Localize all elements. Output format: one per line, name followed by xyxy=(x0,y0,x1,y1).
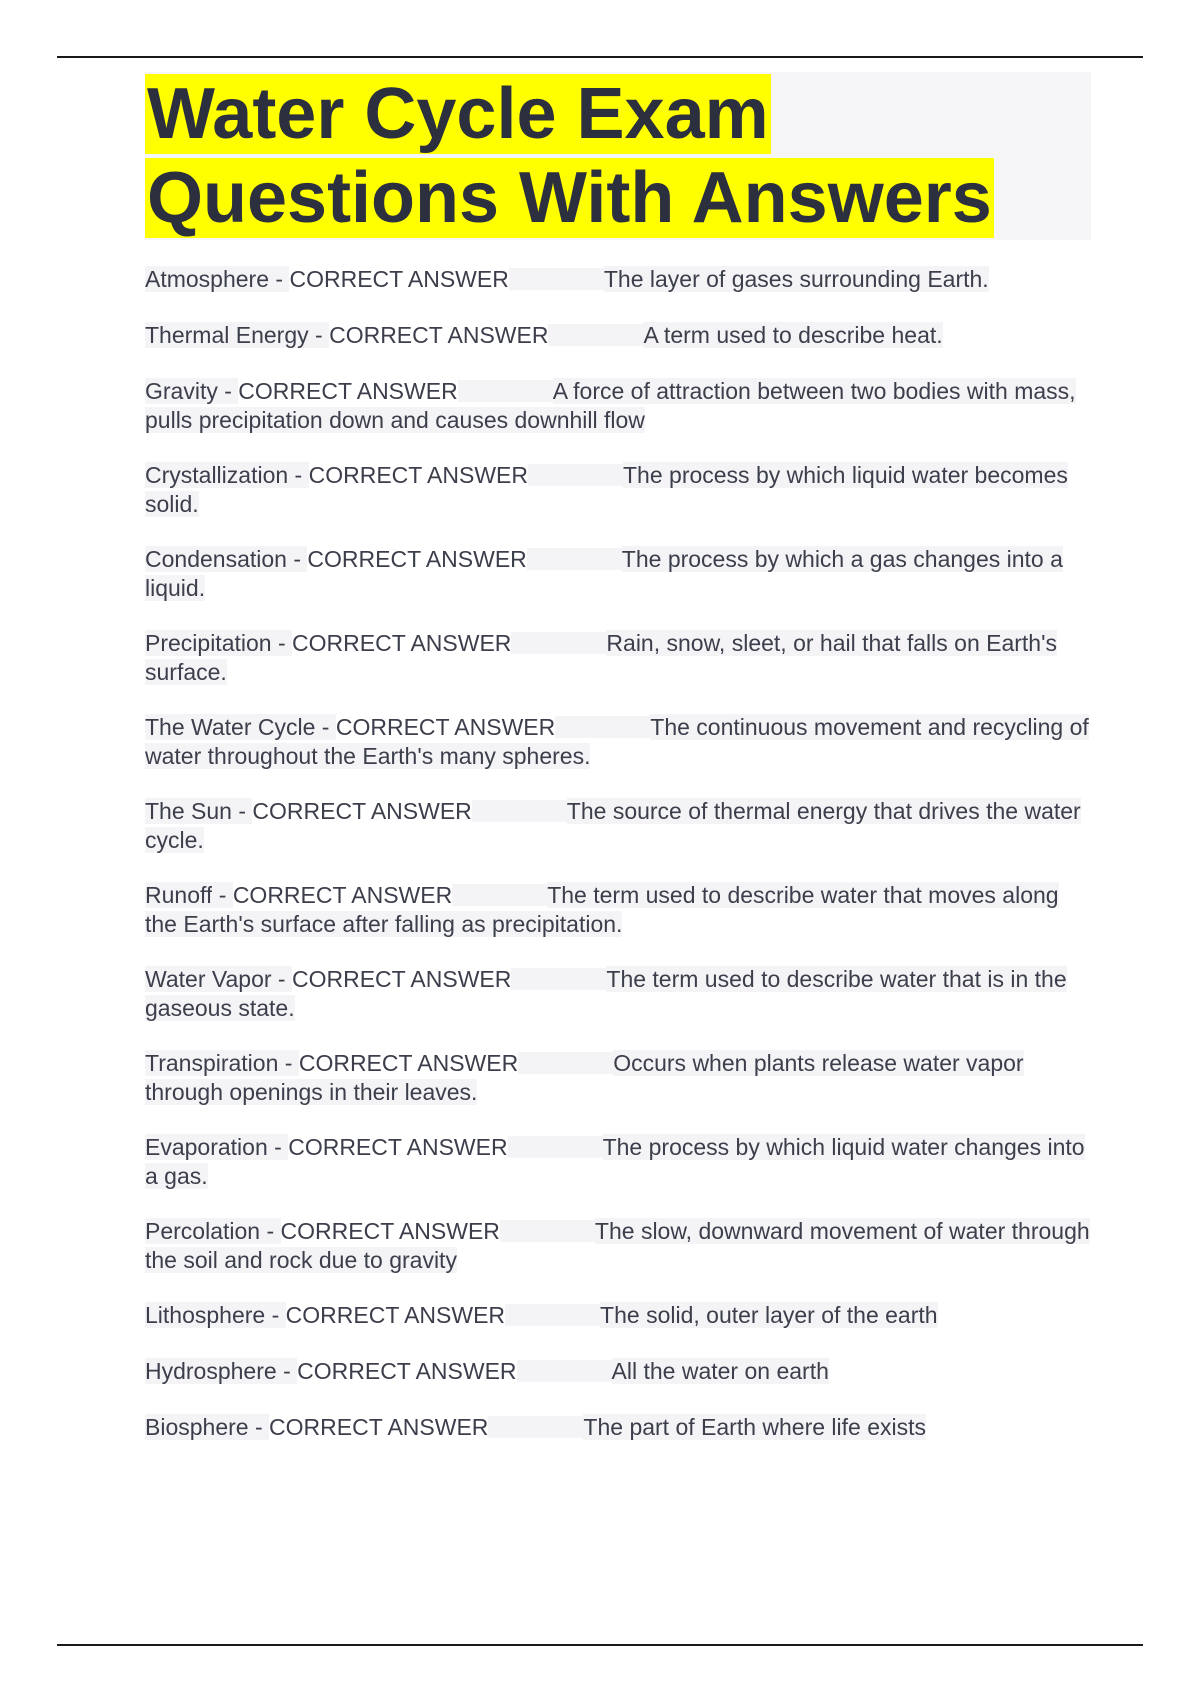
entry-term: Hydrosphere xyxy=(145,1358,277,1384)
entry-definition: The process by which liquid water becomes solid. xyxy=(145,462,1068,517)
title-line-2: Questions With Answers xyxy=(147,158,992,238)
entry-definition: The layer of gases surrounding Earth. xyxy=(603,266,989,292)
entry-term: Water Vapor xyxy=(145,966,272,992)
qa-entry: Crystallization - CORRECT ANSWER The process by which liquid water becomes solid. xyxy=(145,462,1068,517)
entry-term: Atmosphere xyxy=(145,266,270,292)
answer-label: CORRECT ANSWER xyxy=(292,966,512,992)
entry-definition: The process by which liquid water changes into a gas. xyxy=(145,1134,1085,1189)
qa-entry: Thermal Energy - CORRECT ANSWER A term used to describe heat. xyxy=(145,322,943,348)
entry-definition: The continuous movement and recycling of water throughout the Earth's many spheres. xyxy=(145,714,1089,769)
top-rule xyxy=(57,56,1143,58)
qa-entry: Evaporation - CORRECT ANSWER The process by which liquid water changes into a gas. xyxy=(145,1134,1085,1189)
qa-entry: The Sun - CORRECT ANSWER The source of thermal energy that drives the water cycle. xyxy=(145,798,1081,853)
answer-label: CORRECT ANSWER xyxy=(280,1218,500,1244)
entry-definition: The process by which a gas changes into a liquid. xyxy=(145,546,1063,601)
qa-entry: Transpiration - CORRECT ANSWER Occurs when plants release water vapor through openings in their leaves. xyxy=(145,1050,1024,1105)
entry-definition: A force of attraction between two bodies with mass, pulls precipitation down and causes downhill flow xyxy=(145,378,1076,433)
answer-label: CORRECT ANSWER xyxy=(269,1414,489,1440)
qa-entry: Condensation - CORRECT ANSWER The process by which a gas changes into a liquid. xyxy=(145,546,1063,601)
qa-entry: Water Vapor - CORRECT ANSWER The term used to describe water that is in the gaseous state. xyxy=(145,966,1067,1021)
answer-label: CORRECT ANSWER xyxy=(297,1358,517,1384)
answer-label: CORRECT ANSWER xyxy=(308,462,528,488)
answer-label: CORRECT ANSWER xyxy=(298,1050,519,1076)
answer-label: CORRECT ANSWER xyxy=(252,798,472,824)
entry-definition: A term used to describe heat. xyxy=(643,322,943,348)
entry-definition: Rain, snow, sleet, or hail that falls on Earth's surface. xyxy=(145,630,1057,685)
entry-term: The Water Cycle xyxy=(145,714,316,740)
entry-term: Percolation xyxy=(145,1218,261,1244)
entry-definition: The source of thermal energy that drives the water cycle. xyxy=(145,798,1081,853)
qa-entry: Precipitation - CORRECT ANSWER Rain, snow, sleet, or hail that falls on Earth's surface. xyxy=(145,630,1057,685)
answer-label: CORRECT ANSWER xyxy=(288,1134,508,1160)
entry-term: Lithosphere xyxy=(145,1302,266,1328)
entry-term: Gravity xyxy=(145,378,218,404)
page-title xyxy=(145,72,1091,240)
entry-term: Evaporation xyxy=(145,1134,268,1160)
qa-entry: Gravity - CORRECT ANSWER A force of attraction between two bodies with mass, pulls precipitation down and causes downhill flow xyxy=(145,378,1076,433)
answer-label: CORRECT ANSWER xyxy=(232,882,453,908)
qa-entry: The Water Cycle - CORRECT ANSWER The continuous movement and recycling of water throughout the Earth's many spheres. xyxy=(145,714,1089,769)
title-line-1: Water Cycle Exam xyxy=(147,74,769,154)
qa-entry: Biosphere - CORRECT ANSWER The part of Earth where life exists xyxy=(145,1414,927,1440)
qa-entry: Runoff - CORRECT ANSWER The term used to describe water that moves along the Earth's surface after falling as precipitation. xyxy=(145,882,1059,937)
answer-label: CORRECT ANSWER xyxy=(289,266,509,292)
entry-definition: The term used to describe water that moves along the Earth's surface after falling as precipitation. xyxy=(145,882,1059,937)
entry-definition: All the water on earth xyxy=(611,1358,829,1384)
entry-term: Runoff xyxy=(145,882,213,908)
entry-term: Crystallization xyxy=(145,462,289,488)
qa-entry: Lithosphere - CORRECT ANSWER The solid, outer layer of the earth xyxy=(145,1302,938,1328)
entry-definition: The term used to describe water that is in the gaseous state. xyxy=(145,966,1067,1021)
qa-entry: Percolation - CORRECT ANSWER The slow, downward movement of water through the soil and rock due to gravity xyxy=(145,1218,1090,1273)
answer-label: CORRECT ANSWER xyxy=(307,546,527,572)
qa-entry: Hydrosphere - CORRECT ANSWER All the water on earth xyxy=(145,1358,829,1384)
title-block xyxy=(145,72,1091,240)
entry-term: The Sun xyxy=(145,798,232,824)
entry-term: Thermal Energy xyxy=(145,322,309,348)
answer-label: CORRECT ANSWER xyxy=(292,630,512,656)
answer-label: CORRECT ANSWER xyxy=(238,378,458,404)
answer-label: CORRECT ANSWER xyxy=(335,714,556,740)
entry-term: Transpiration xyxy=(145,1050,279,1076)
qa-list xyxy=(145,265,1095,1469)
answer-label: CORRECT ANSWER xyxy=(285,1302,506,1328)
qa-entry: Atmosphere - CORRECT ANSWER The layer of gases surrounding Earth. xyxy=(145,266,989,292)
answer-label: CORRECT ANSWER xyxy=(329,322,549,348)
entry-definition: The part of Earth where life exists xyxy=(583,1414,927,1440)
bottom-rule xyxy=(57,1644,1143,1646)
entry-definition: The slow, downward movement of water through the soil and rock due to gravity xyxy=(145,1218,1090,1273)
entry-definition: Occurs when plants release water vapor through openings in their leaves. xyxy=(145,1050,1024,1105)
entry-definition: The solid, outer layer of the earth xyxy=(600,1302,938,1328)
entry-term: Precipitation xyxy=(145,630,272,656)
entry-term: Biosphere xyxy=(145,1414,249,1440)
entry-term: Condensation xyxy=(145,546,287,572)
